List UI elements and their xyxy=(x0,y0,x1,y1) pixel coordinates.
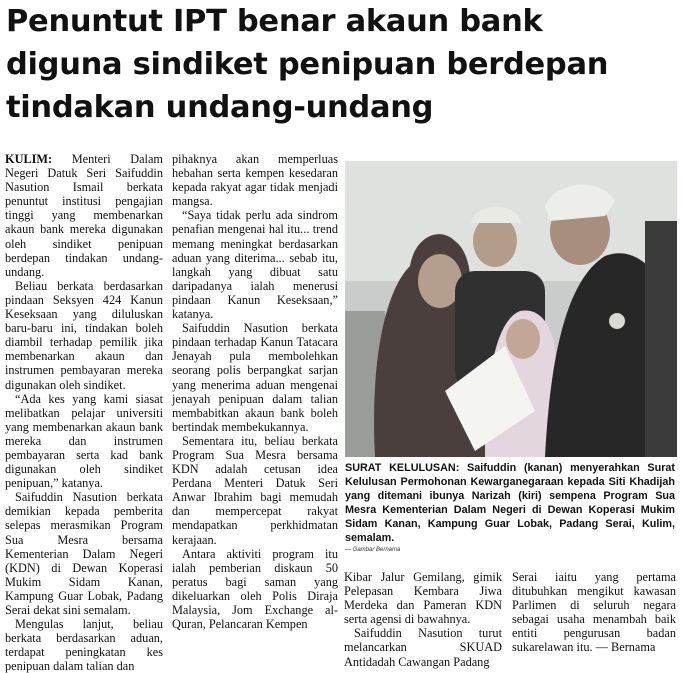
article-paragraph: KULIM: Menteri Dalam Negeri Datuk Seri Saifuddin Nasution Ismail berkata penuntut institusi pengajian tinggi yang membenarkan akaun bank mereka digunakan oleh sindiket penipuan berdepan tindakan undang-undang. xyxy=(5,152,163,279)
article-column-4 xyxy=(512,570,676,655)
photo-credit: — Gambar Bernama xyxy=(345,547,401,553)
article-paragraph: Sementara itu, beliau berkata Program Sua Mesra bersama KDN adalah cetusan idea Perdana Menteri Datuk Seri Anwar Ibrahim bagi memudah dan mempercepat rakyat mendapatkan perkhidmatan kerajaan. xyxy=(172,433,338,547)
article-column-1 xyxy=(5,152,163,673)
headline xyxy=(6,0,678,129)
article-paragraph: “Ada kes yang kami siasat melibatkan pelajar universiti yang membenarkan akaun bank mereka dan instrumen pembayaran serta kad bank digunakan oleh sindiket penipuan,” katanya. xyxy=(5,391,163,491)
news-photo xyxy=(345,161,677,457)
caption-body: Saifuddin (kanan) menyerahkan Surat Kelulusan Permohonan Kewarganegaraan kepada Siti Khadijah yang ditemani ibunya Narizah (kiri) sempena Program Sua Mesra Kementerian Dalam Negeri di Dewan Koperasi Mukim Sidam Kanan, Kampung Guar Lobak, Padang Serai, Kulim, semalam. xyxy=(345,462,676,544)
article-paragraph: Saifuddin Nasution berkata demikian kepada pemberita selepas merasmikan Program Sua Mesra bersama Kementerian Dalam Negeri (KDN) di Dewan Koperasi Mukim Sidam Kanan, Kampung Guar Lobak, Padang Serai dekat sini semalam. xyxy=(5,490,163,617)
photo-caption xyxy=(345,461,675,545)
article-paragraph: Beliau berkata berdasarkan pindaan Seksyen 424 Kanun Keseksaan yang diluluskan baru-baru ini, tindakan boleh diambil terhadap pemilik jika membenarkan akaun dan instrumen pembayaran mereka digunakan oleh sindiket. xyxy=(5,278,163,392)
article-paragraph: pihaknya akan memperluas hebahan serta kempen kesedaran kepada rakyat agar tidak menjadi mangsa. xyxy=(172,152,338,209)
headline-line-2: diguna sindiket penipuan berdepan xyxy=(6,47,609,82)
article-paragraph: “Saya tidak perlu ada sindrom penafian mengenai hal itu... trend memang meningkat berdasarkan aduan yang diterima... sebab itu, langkah yang dibuat satu daripadanya ialah menerusi pindaan Kanun Keseksaan,” katanya. xyxy=(172,208,338,322)
article-column-2 xyxy=(172,152,338,631)
news-photo-illustration xyxy=(345,161,677,457)
article-paragraph: Mengulas lanjut, beliau berkata berdasarkan aduan, terdapat peningkatan kes penipuan dalam talian dan xyxy=(5,617,163,673)
article-column-3 xyxy=(344,570,502,669)
headline-line-1: Penuntut IPT benar akaun bank xyxy=(6,4,543,39)
caption-lead: SURAT KELULUSAN: xyxy=(345,462,460,474)
article-paragraph: Serai iaitu yang pertama ditubuhkan mengikut kawasan Parlimen di seluruh negara sebagai usaha menambah baik entiti pengurusan badan sukarelawan itu. — Bernama xyxy=(512,570,676,655)
headline-line-3: tindakan undang-undang xyxy=(6,90,434,125)
article-paragraph: Antara aktiviti program itu ialah pemberian diskaun 50 peratus bagi saman yang dikeluarkan oleh Polis Diraja Malaysia, Jom Exchange al-Quran, Pelancaran Kempen xyxy=(172,546,338,632)
article-paragraph: Saifuddin Nasution berkata pindaan terhadap Kanun Tatacara Jenayah pula membolehkan seorang polis berpangkat sarjan yang menerima aduan mengenai jenayah penipuan dalam talian membabitkan akaun bank boleh bertindak membekukannya. xyxy=(172,321,338,434)
article-paragraph: Kibar Jalur Gemilang, gimik Pelepasan Kembara Jiwa Merdeka dan Pameran KDN serta agensi di bawahnya. xyxy=(344,570,502,627)
dateline: KULIM: xyxy=(5,152,53,166)
article-paragraph: Saifuddin Nasution turut melancarkan SKUAD Antidadah Cawangan Padang xyxy=(344,626,502,669)
